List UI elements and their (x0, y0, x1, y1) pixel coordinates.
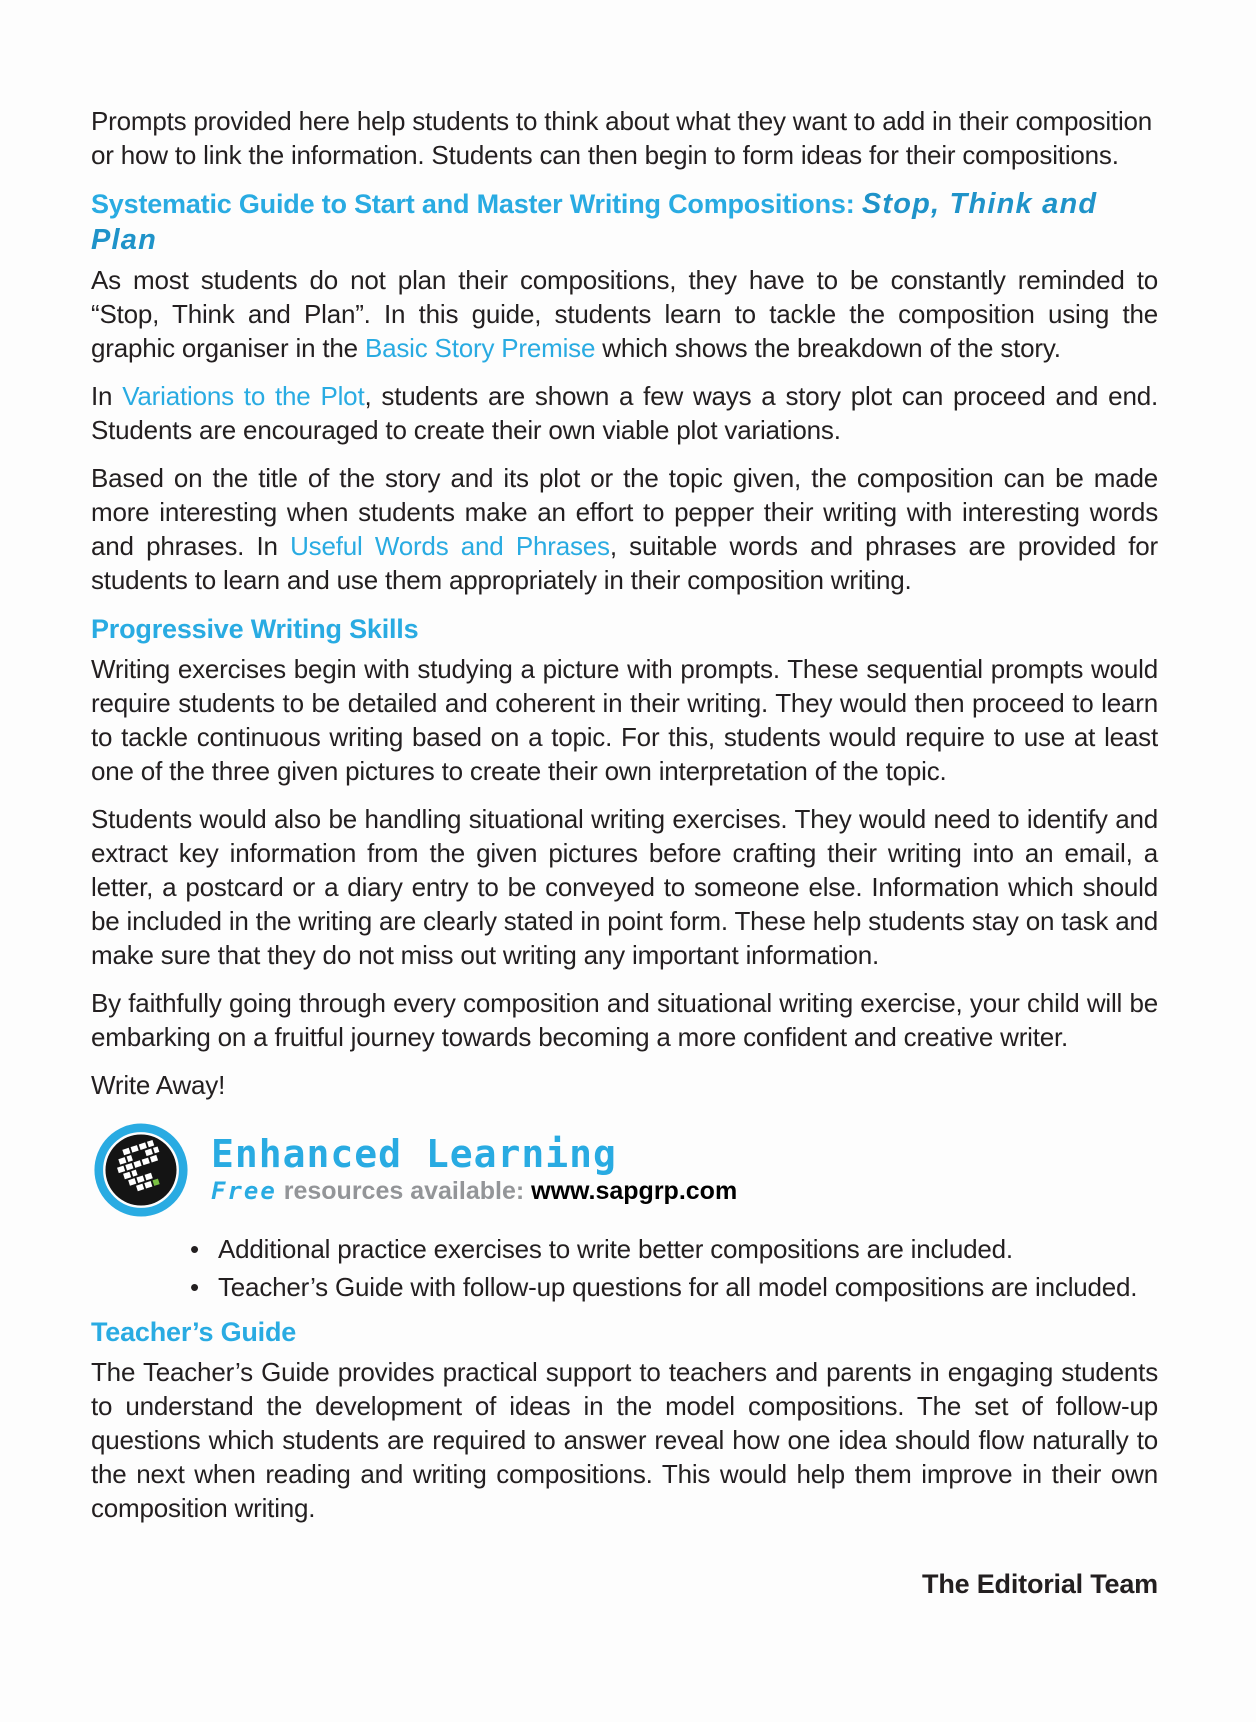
heading-teachers-guide: Teacher’s Guide (91, 1317, 297, 1347)
text-segment: Based on the title of the story and its plot or the topic given, the composition can be made more interesting when students make an effort to pepper their writing with interesting words and phrases. In (91, 463, 1158, 561)
intro-paragraph: Prompts provided here help students to think about what they want to add in their composition or how to link the information. Students can then begin to form ideas for their compositions. (91, 106, 1153, 170)
bullet-additional-practice: • Additional practice exercises to write better compositions are included. (188, 1232, 1158, 1266)
teachers-guide-paragraph: The Teacher’s Guide provides practical support to teachers and parents in engaging students to understand the development of ideas in the model compositions. The set of follow-up questions which students are required to answer reveal how one idea should flow naturally to the next when reading and writing compositions. This would help them improve in their own composition writing. (91, 1357, 1158, 1523)
feature-reference: Basic Story Premise (364, 333, 596, 363)
enhanced-learning-text-block (211, 1134, 737, 1206)
page-content (91, 104, 1158, 1600)
write-away-line: Write Away! (91, 1070, 226, 1100)
heading-script-text: Stop, Think and Plan (91, 188, 1098, 256)
systematic-paragraph-3 (91, 461, 1158, 597)
systematic-paragraph-2 (91, 379, 1158, 447)
sap-pixel-globe-icon (93, 1122, 189, 1218)
text-segment: In (91, 381, 123, 411)
progressive-paragraph-1: Writing exercises begin with studying a picture with prompts. These sequential prompts would require students to be detailed and coherent in their writing. They would then proceed to learn to tackle continuous writing based on a topic. For this, students would require to use at least one of the three given pictures to create their own interpretation of the topic. (91, 654, 1158, 786)
text-segment: which shows the breakdown of the story. (595, 333, 1061, 363)
progressive-paragraph-3: By faithfully going through every composition and situational writing exercise, your child will be embarking on a fruitful journey towards becoming a more confident and creative writer. (91, 988, 1158, 1052)
systematic-paragraph-1 (91, 263, 1158, 365)
feature-reference: Useful Words and Phrases (290, 531, 610, 561)
feature-reference: Variations to the Plot (122, 381, 365, 411)
resources-available-label: resources available: (283, 1177, 525, 1205)
website-url: www.sapgrp.com (531, 1177, 738, 1205)
bullet-teachers-guide: • Teacher’s Guide with follow-up questions for all model compositions are included. (188, 1270, 1158, 1304)
free-label: Free (211, 1177, 277, 1205)
heading-systematic-guide (91, 186, 1158, 258)
enhanced-learning-title: Enhanced Learning (211, 1132, 617, 1176)
heading-progressive-writing-skills: Progressive Writing Skills (91, 614, 419, 644)
text-segment: As most students do not plan their compositions, they have to be constantly reminded to “Stop, Think and Plan”. In this guide, students learn to tackle the composition using the graphic organiser in the (91, 265, 1158, 363)
text-segment: , students are shown a few ways a story plot can proceed and end. Students are encouraged to create their own viable plot variations. (91, 381, 1158, 445)
editorial-team-signature: The Editorial Team (922, 1569, 1158, 1599)
feature-bullet-list (91, 1232, 1158, 1304)
heading-main-text: Systematic Guide to Start and Master Writing Compositions: (91, 189, 862, 219)
enhanced-learning-subtitle (211, 1176, 737, 1206)
enhanced-learning-logo (93, 1120, 1158, 1220)
text-segment: , suitable words and phrases are provided for students to learn and use them appropriately in their composition writing. (91, 531, 1158, 595)
progressive-paragraph-2: Students would also be handling situational writing exercises. They would need to identify and extract key information from the given pictures before crafting their writing into an email, a letter, a postcard or a diary entry to be conveyed to someone else. Information which should be included in the writing are clearly stated in point form. These help students stay on task and make sure that they do not miss out writing any important information. (91, 804, 1158, 970)
